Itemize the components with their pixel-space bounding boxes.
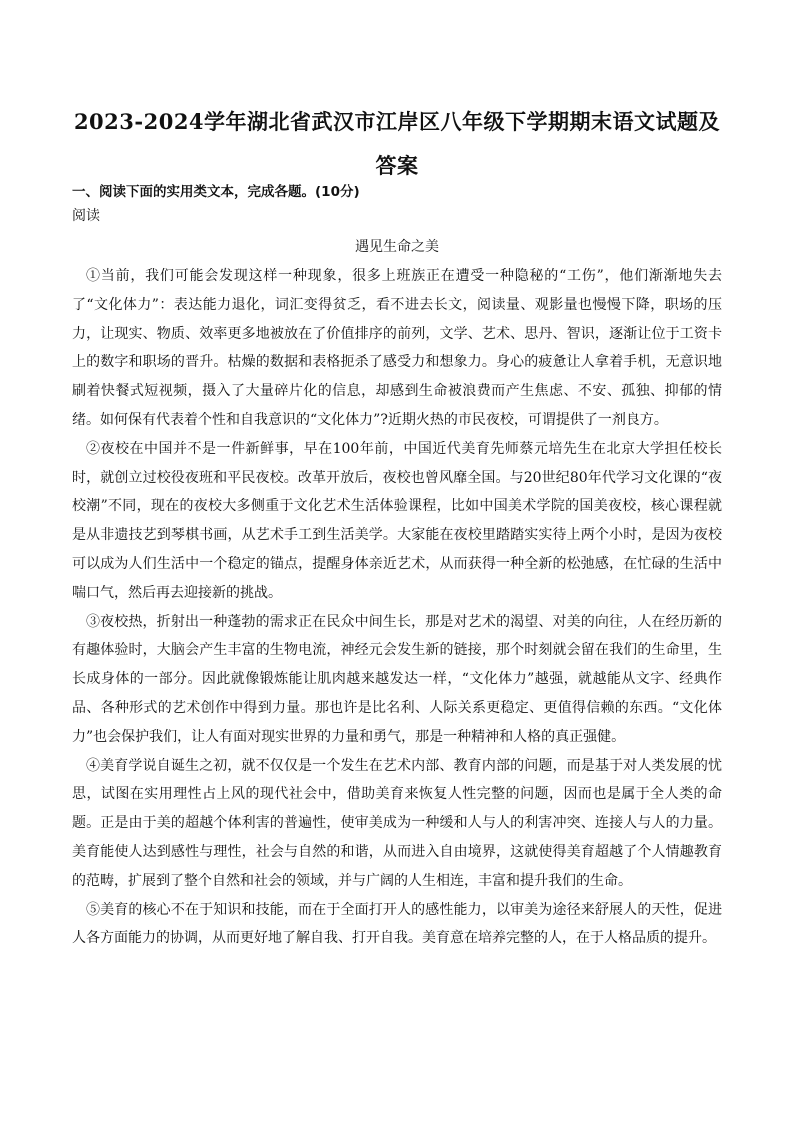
article-title: 遇见生命之美 — [355, 239, 439, 255]
paragraph-5: ⑤美育的核心不在于知识和技能，而在于全面打开人的感性能力，以审美为途径来舒展人的天性，促进人各方面能力的协调，从而更好地了解自我、打开自我。美育意在培养完整的人，在于人格品质的提升。 — [72, 901, 722, 947]
document-title: 2023-2024学年湖北省武汉市江岸区八年级下学期期末语文试题及答案 — [73, 109, 721, 178]
paragraph-3: ③夜校热，折射出一种蓬勃的需求正在民众中间生长，那是对艺术的渴望、对美的向往，人在经历新的有趣体验时，大脑会产生丰富的生物电流，神经元会发生新的链接，那个时刻就会留在我们的生命里，生长成身体的一部分。因此就像锻炼能让肌肉越来越发达一样，“文化体力”越强，就越能从文字、经典作品、各种形式的艺术创作中得到力量。那也许是比名利、人际关系更稳定、更值得信赖的东西。“文化体力”也会保护我们，让人有面对现实世界的力量和勇气，那是一种精神和人格的真正强健。 — [72, 613, 722, 745]
section-heading: 一、阅读下面的实用类文本，完成各题。(10分) — [72, 184, 360, 200]
paragraph-4: ④美育学说自诞生之初，就不仅仅是一个发生在艺术内部、教育内部的问题，而是基于对人类发展的忧思，试图在实用理性占上风的现代社会中，借助美育来恢复人性完整的问题，因而也是属于全人类的命题。正是由于美的超越个体利害的普遍性，使审美成为一种缓和人与人的利害冲突、连接人与人的力量。美育能使人达到感性与理性，社会与自然的和谐，从而进入自由境界，这就使得美育超越了个人情趣教育的范畴，扩展到了整个自然和社会的领域，并与广阔的人生相连，丰富和提升我们的生命。 — [72, 757, 722, 889]
paragraph-2: ②夜校在中国并不是一件新鲜事，早在100年前，中国近代美育先师蔡元培先生在北京大学担任校长时，就创立过校役夜班和平民夜校。改革开放后，夜校也曾风靡全国。与20世纪80年代学习文化课的“夜校潮”不同，现在的夜校大多侧重于文化艺术生活体验课程，比如中国美术学院的国美夜校，核心课程就是从非遗技艺到琴棋书画，从艺术手工到生活美学。大家能在夜校里踏踏实实待上两个小时，是因为夜校可以成为人们生活中一个稳定的锚点，提醒身体亲近艺术，从而获得一种全新的松弛感，在忙碌的生活中喘口气，然后再去迎接新的挑战。 — [72, 440, 722, 601]
read-label: 阅读 — [72, 208, 100, 224]
article-body — [72, 262, 722, 953]
paragraph-1: ①当前，我们可能会发现这样一种现象，很多上班族正在遭受一种隐秘的“工伤”，他们渐渐地失去了“文化体力”：表达能力退化，词汇变得贫乏，看不进去长文，阅读量、观影量也慢慢下降，职场的压力，让现实、物质、效率更多地被放在了价值排序的前列，文学、艺术、思丹、智识，逐渐让位于工资卡上的数字和职场的晋升。枯燥的数据和表格扼杀了感受力和想象力。身心的疲惫让人拿着手机，无意识地刷着快餐式短视频，摄入了大量碎片化的信息，却感到生命被浪费而产生焦虑、不安、孤独、抑郁的情绪。如何保有代表着个性和自我意识的“文化体力”?近期火热的市民夜校，可谓提供了一剂良方。 — [72, 268, 722, 428]
